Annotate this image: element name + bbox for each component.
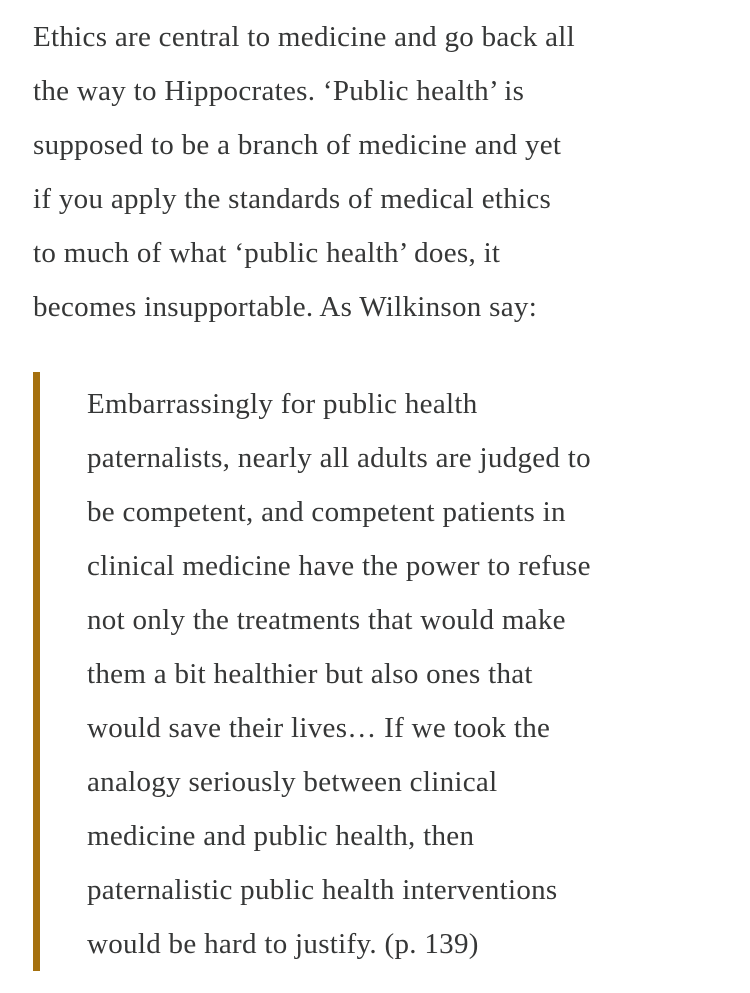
quote-text: Embarrassingly for public health paternalists, nearly all adults are judged to be competent, and competent patients in clinical medicine have the power to refuse not only the treatments that would make them a bit healthier but also ones that would save their lives… If we took the analogy seriously between clinical medicine and public health, then paternalistic public health interventions would be hard to justify. (p. 139) [87, 388, 591, 960]
block-quote [33, 372, 745, 971]
body-paragraph: Ethics are central to medicine and go back all the way to Hippocrates. ‘Public health’ is supposed to be a branch of medicine and yet if you apply the standards of medical ethics to much of what ‘public health’ does, it becomes insupportable. As Wilkinson say: [33, 21, 576, 323]
article-body [33, 10, 738, 971]
